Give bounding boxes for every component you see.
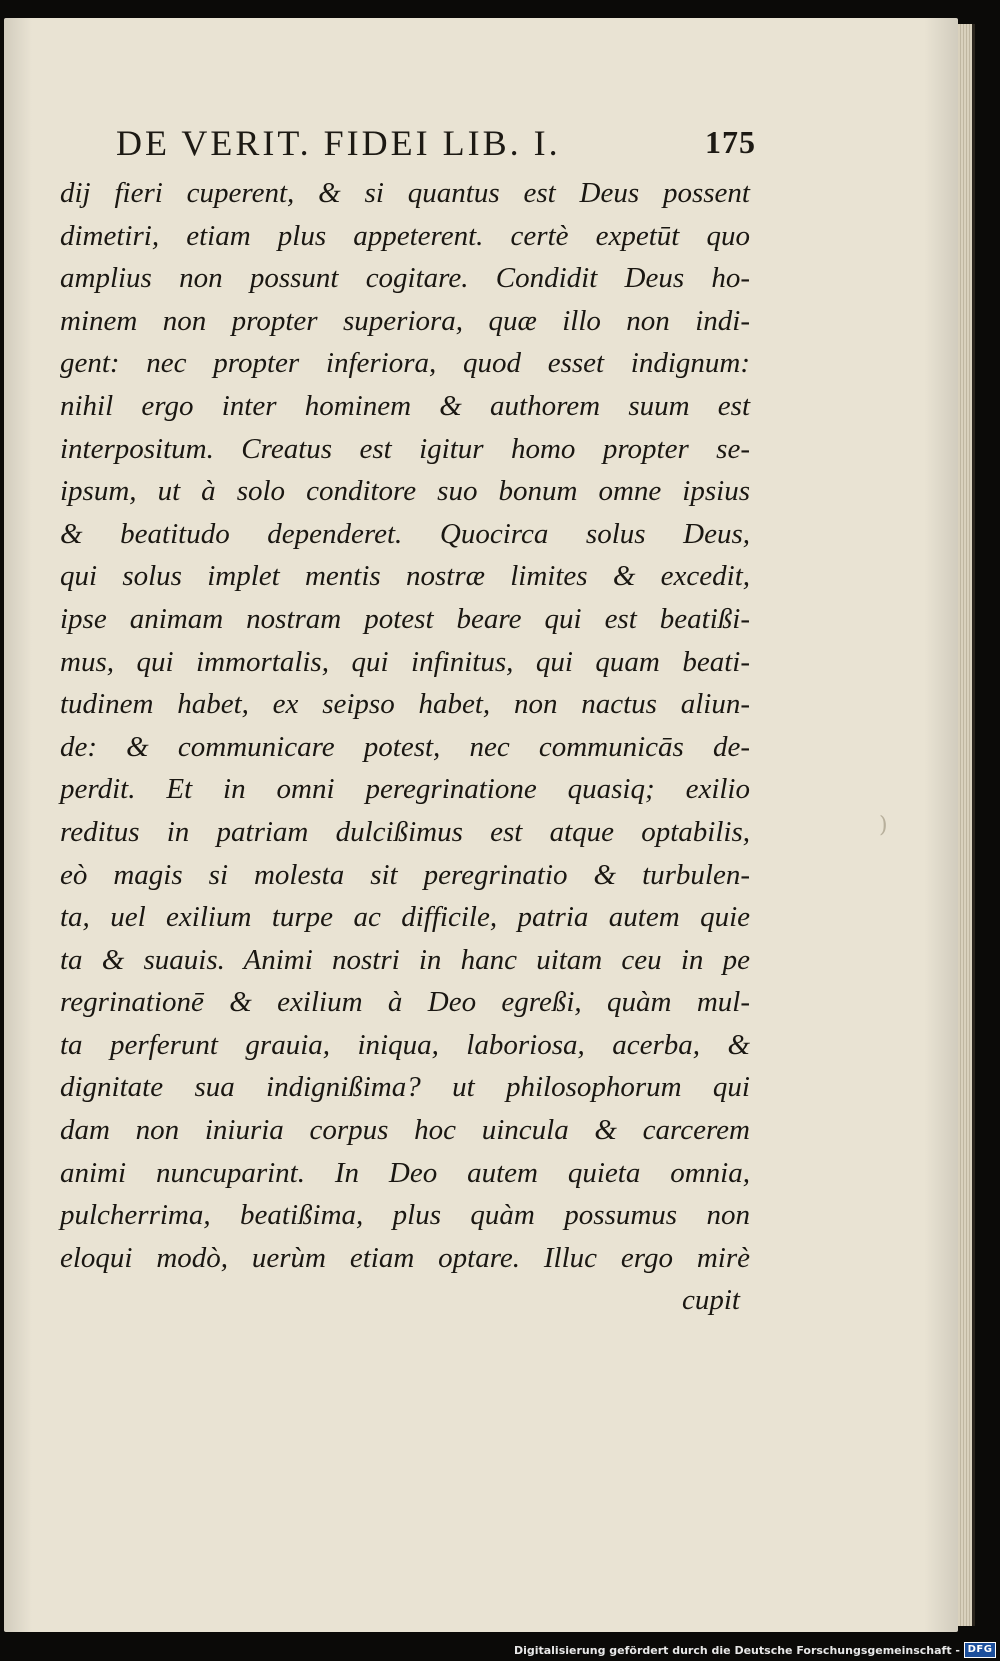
text-line: amplius non possunt cogitare. Condidit Deus ho- <box>60 262 750 295</box>
text-line: ta, uel exilium turpe ac difficile, patria autem quie <box>60 901 750 934</box>
running-head <box>116 122 756 166</box>
text-line: gent: nec propter inferiora, quod esset indignum: <box>60 347 750 380</box>
text-line: perdit. Et in omni peregrinatione quasiq; exilio <box>60 773 750 806</box>
text-line: dignitate sua indignißima? ut philosophorum qui <box>60 1071 750 1104</box>
catchword: cupit <box>682 1284 740 1317</box>
text-line: de: & communicare potest, nec communicās de- <box>60 730 750 763</box>
digitization-credit <box>514 1640 996 1660</box>
text-line: minem non propter superiora, quæ illo non indi- <box>60 304 750 337</box>
margin-bracket-mark: ) <box>879 813 888 838</box>
text-line: tudinem habet, ex seipso habet, non nactus aliun- <box>60 688 750 721</box>
page-number: 175 <box>705 124 756 160</box>
page-fore-edge <box>958 24 975 1626</box>
text-line: & beatitudo dependeret. Quocirca solus Deus, <box>60 517 750 550</box>
text-line: ta & suauis. Animi nostri in hanc uitam ceu in pe <box>60 943 750 976</box>
text-line: eloqui modò, uerùm etiam optare. Illuc ergo mirè <box>60 1241 750 1274</box>
body-text <box>60 172 750 1322</box>
text-line: qui solus implet mentis nostræ limites & excedit, <box>60 560 750 593</box>
text-line: nihil ergo inter hominem & authorem suum est <box>60 389 750 422</box>
dfg-logo-icon: DFG <box>964 1642 996 1658</box>
text-line: eò magis si molesta sit peregrinatio & turbulen- <box>60 858 750 891</box>
running-head-title: DE VERIT. FIDEI LIB. I. <box>116 123 561 163</box>
text-line: dam non iniuria corpus hoc uincula & carcerem <box>60 1114 750 1147</box>
text-line: dimetiri, etiam plus appeterent. certè expetūt quo <box>60 219 750 252</box>
text-line: mus, qui immortalis, qui infinitus, qui quam beati- <box>60 645 750 678</box>
text-line: ta perferunt grauia, iniqua, laboriosa, acerba, & <box>60 1028 750 1061</box>
text-line: reditus in patriam dulcißimus est atque optabilis, <box>60 815 750 848</box>
text-line: ipsum, ut à solo conditore suo bonum omne ipsius <box>60 475 750 508</box>
text-line: regrinationē & exilium à Deo egreßi, quàm mul- <box>60 986 750 1019</box>
text-line: dij fieri cuperent, & si quantus est Deus possent <box>60 177 750 209</box>
credit-text: Digitalisierung gefördert durch die Deutsche Forschungsgemeinschaft - <box>513 1643 960 1657</box>
book-page <box>4 18 958 1632</box>
text-line: animi nuncuparint. In Deo autem quieta omnia, <box>60 1156 750 1189</box>
text-line: ipse animam nostram potest beare qui est beatißi- <box>60 602 750 635</box>
text-line: interpositum. Creatus est igitur homo propter se- <box>60 432 750 465</box>
text-line: pulcherrima, beatißima, plus quàm possumus non <box>60 1199 750 1232</box>
